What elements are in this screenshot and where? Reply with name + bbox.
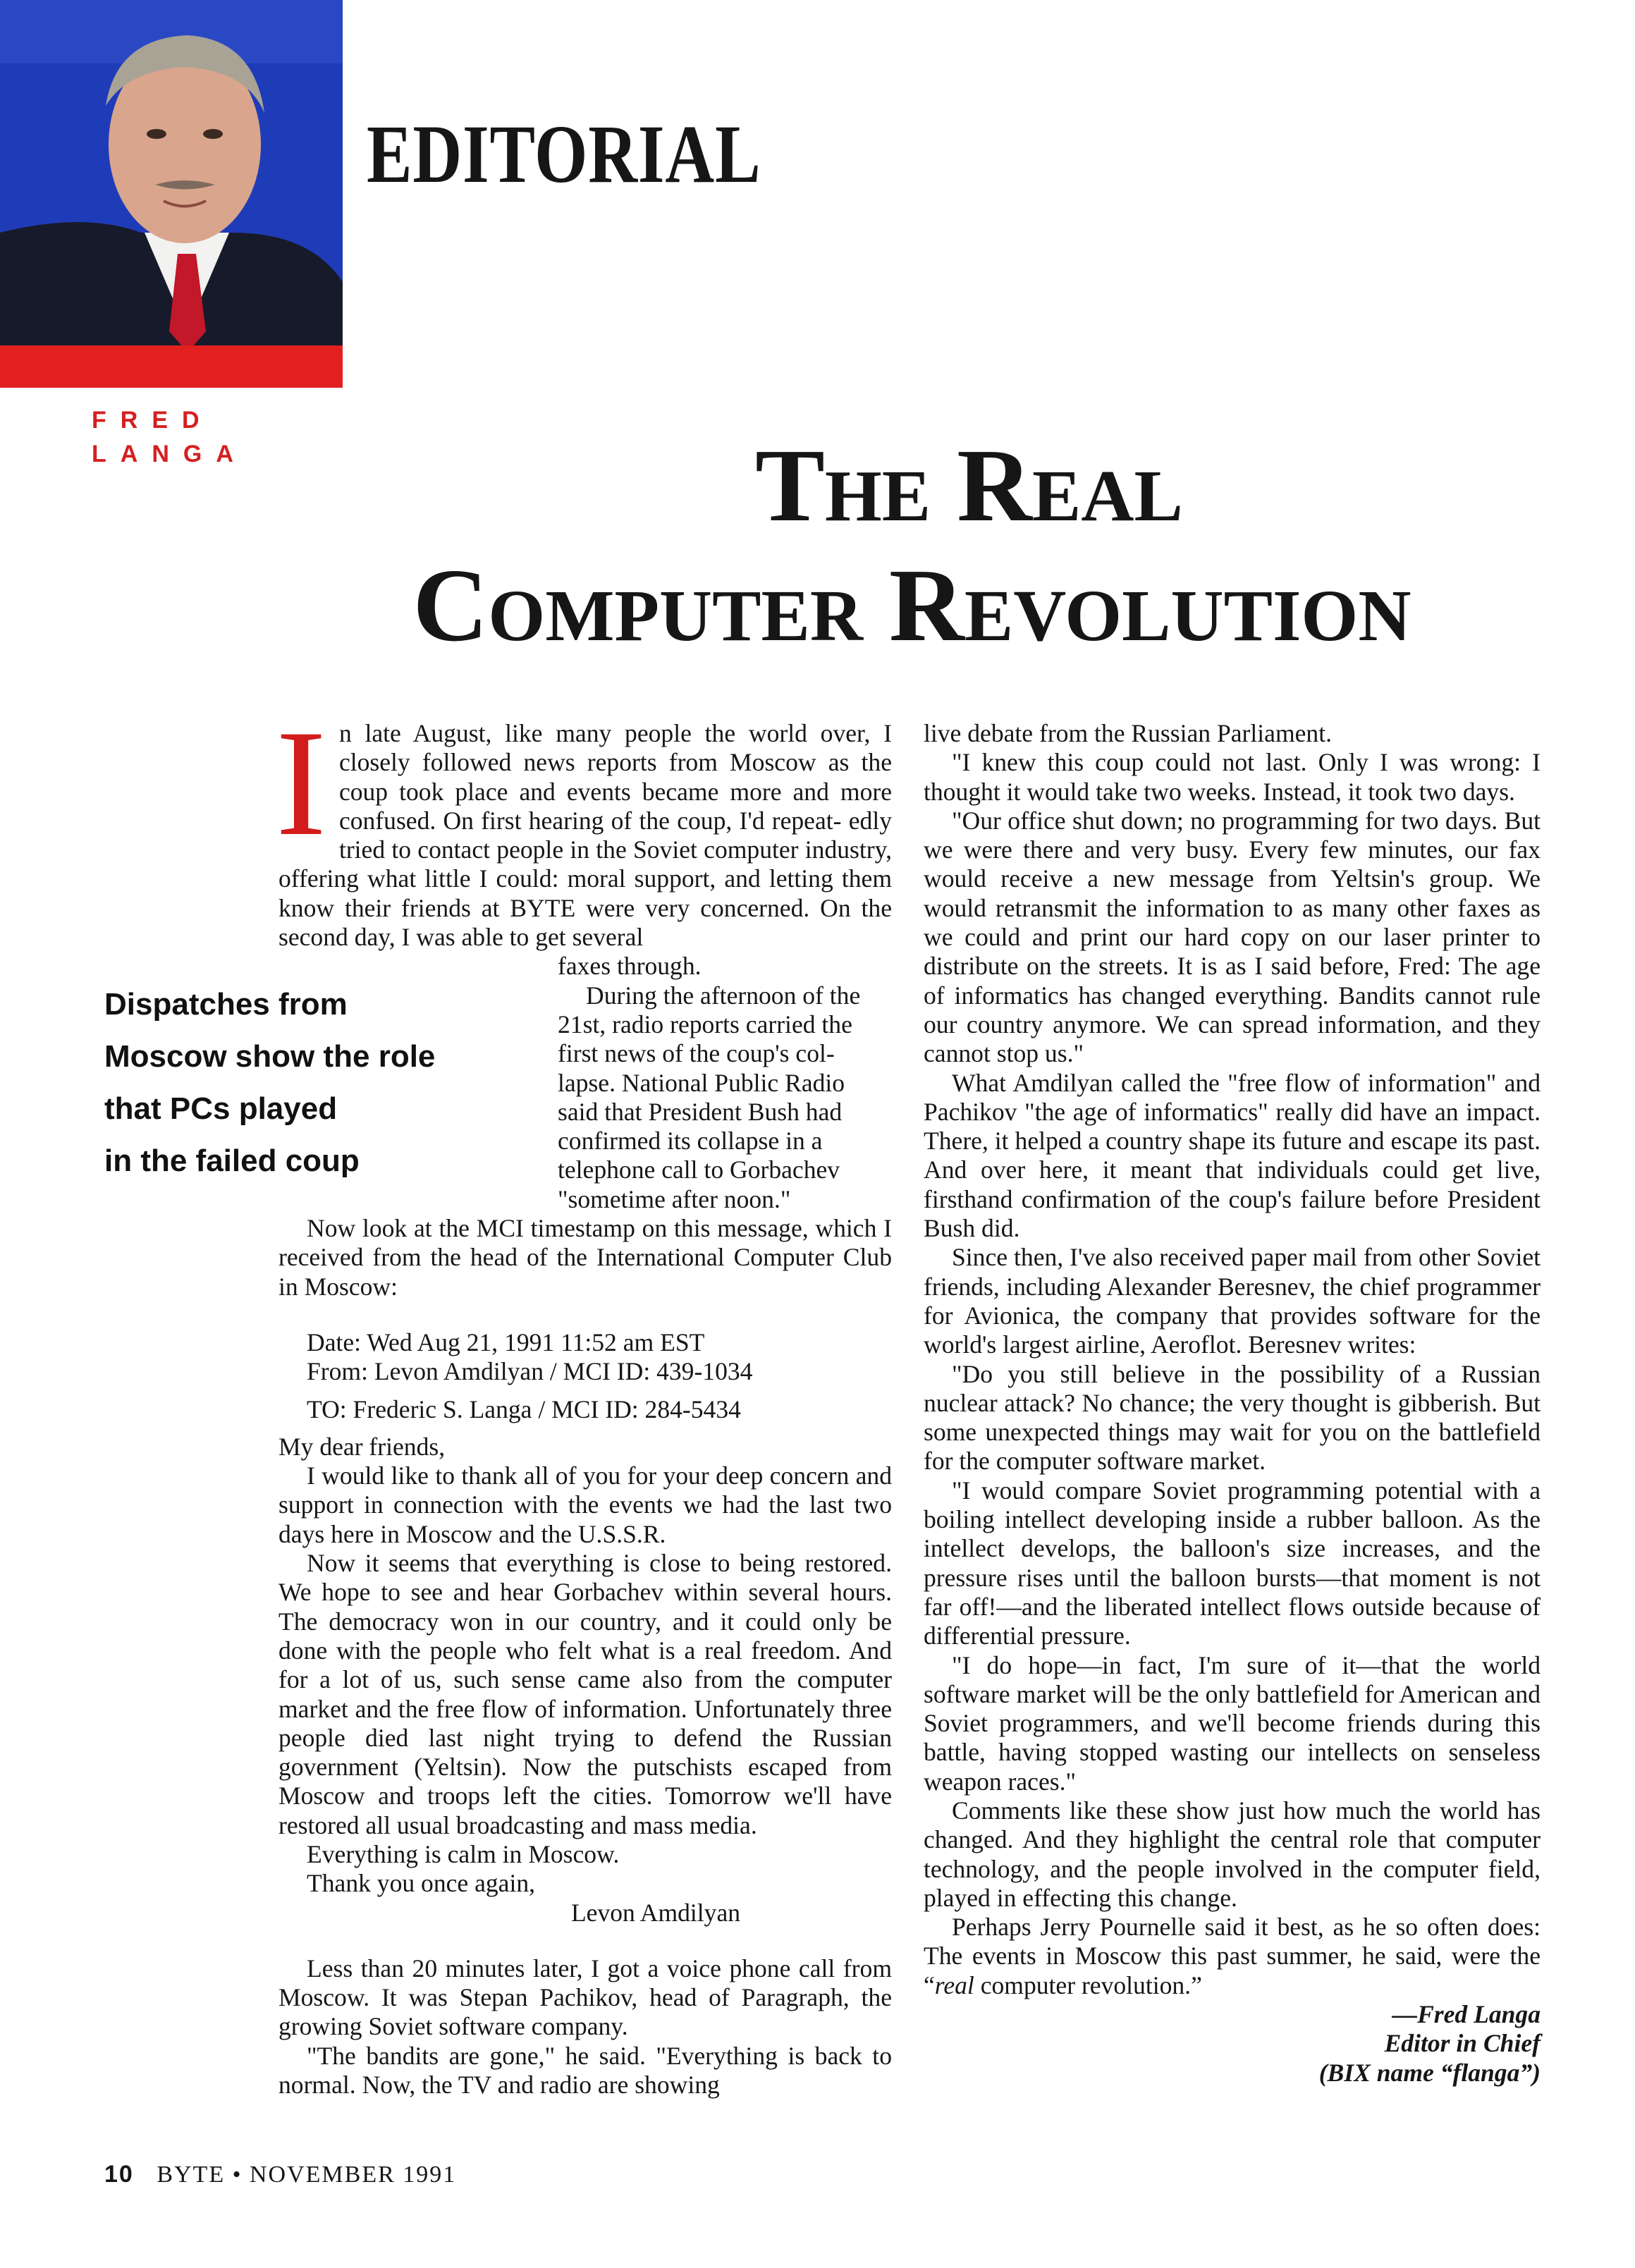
body-paragraph: "I knew this coup could not last. Only I was wrong: I thought it would take two weeks. Instead, it took two days. <box>924 748 1541 806</box>
drop-cap: I <box>276 699 326 867</box>
letter-paragraph: I would like to thank all of you for your deep concern and support in connection with the events we had the last two days here in Moscow and the U.S.S.R. <box>278 1461 892 1548</box>
intro-line: edly tried to contact people in the Soviet computer <box>338 806 892 864</box>
letter-paragraph: Everything is calm in Moscow. <box>307 1839 620 1868</box>
left-column <box>276 699 892 2100</box>
wrap-line: "sometime after noon." <box>558 1184 791 1213</box>
memo-from: From: Levon Amdilyan / MCI ID: 439-1034 <box>307 1357 753 1386</box>
deck-line: in the failed coup <box>104 1144 360 1178</box>
body-paragraph: Less than 20 minutes later, I got a voice phone call from Moscow. It was Stepan Pachikov, head of Paragraph, the growing Soviet software company. <box>278 1954 892 2041</box>
body-paragraph: "I would compare Soviet programming potential with a boiling intellect developing inside a rubber balloon. As the intellect develops, the balloon's size increases, and the pressure rises until the balloon bursts—that moment is not far off!—and the liberated intellect flows outside because of differential pressure. <box>924 1476 1541 1650</box>
closing-paragraph <box>924 1913 1541 2000</box>
wrap-line: first news of the coup's col- <box>558 1039 835 1068</box>
letter-greeting: My dear friends, <box>278 1432 446 1461</box>
section-title: EDITORIAL <box>367 108 761 200</box>
signoff-name: —Fred Langa <box>1392 2000 1541 2029</box>
deck-line: Moscow show the role <box>104 1039 436 1074</box>
body-paragraph: What Amdilyan called the "free flow of information" and Pachikov "the age of informatics" really did have an impact. There, it helped a country shape its future and escape its past. And over here, it meant that individuals could get live, firsthand confirmation of the coup's failure before President Bush did. <box>924 1068 1541 1243</box>
wrap-line: lapse. National Public Radio <box>558 1068 845 1097</box>
closing-emphasis: real <box>934 1970 974 1999</box>
closing-text-b: computer revolution.” <box>974 1970 1202 1999</box>
right-column <box>924 719 1541 2088</box>
body-paragraph: "Our office shut down; no programming for two days. But we were there and very busy. Every few minutes, our fax would receive a new message from Yeltsin's group. We would retransmit the information to as many other faxes as we could and print our hard copy on our laser printer to distribute on the streets. It is as I said before, Fred: The age of informatics has changed everything. Bandits cannot rule our country anymore. We can spread information, and they cannot stop us." <box>924 806 1541 1068</box>
body-paragraph: Comments like these show just how much the world has changed. And they highlight the central role that computer technology, and the people involved in the computer field, played in effecting this change. <box>924 1796 1541 1912</box>
author-photo <box>0 0 343 388</box>
wrap-line: faxes through. <box>558 952 702 981</box>
signoff-bix: (BIX name “flanga”) <box>1318 2058 1541 2087</box>
intro-line: coup took place and events became more and more <box>338 777 892 806</box>
body-paragraph: Since then, I've also received paper mail from other Soviet friends, including Alexander Beresnev, the chief programmer for Avionica, the company that provides software for the world's largest airline, Aeroflot. Beresnev writes: <box>924 1243 1541 1359</box>
signoff <box>924 2000 1541 2088</box>
memo-date: Date: Wed Aug 21, 1991 11:52 am EST <box>307 1328 705 1356</box>
intro-line: n late August, like many people the world over, I <box>338 719 892 747</box>
intro-paragraph <box>276 699 892 952</box>
deck-line: Dispatches from <box>104 987 348 1022</box>
body-paragraph: "I do hope—in fact, I'm sure of it—that the world software market will be the only battlefield for American and Soviet programmers, and we'll become friends during this battle, having stopped wasting our intellects on senseless weapon races." <box>924 1650 1541 1796</box>
body-paragraph: "Do you still believe in the possibility of a Russian nuclear attack? No chance; the very thought is gibberish. But some unexpected things may wait for you on the battlefield for the computer software market. <box>924 1359 1541 1476</box>
page-footer <box>104 2161 456 2188</box>
magazine-issue: BYTE • NOVEMBER 1991 <box>157 2162 457 2188</box>
wrap-line: During the afternoon of the <box>586 981 861 1010</box>
wrap-line: said that President Bush had <box>558 1097 843 1126</box>
wrapped-paragraph <box>558 952 892 1214</box>
letter-signature: Levon Amdilyan <box>570 1898 741 1927</box>
deck-line: that PCs played <box>104 1091 338 1126</box>
headline <box>0 428 1635 663</box>
intro-rest: industry, offering what little I could: moral support, and letting them know their friends at BYTE were very concerned. On the second day, I was able to get several <box>278 835 892 952</box>
author-last-name: LANGA <box>92 441 247 467</box>
body-paragraph: "The bandits are gone," he said. "Everything is back to normal. Now, the TV and radio are showing <box>278 2041 892 2100</box>
letter-paragraph: Thank you once again, <box>307 1869 536 1898</box>
wrap-line: telephone call to Gorbachev <box>558 1156 840 1184</box>
intro-line: closely followed news reports from Moscow as the <box>338 748 892 777</box>
body-paragraph: Now look at the MCI timestamp on this message, which I received from the head of the International Computer Club in Moscow: <box>278 1214 892 1301</box>
closing-text-a: Perhaps Jerry Pournelle said it best, as he so often does: The events in Moscow this past summer, he said, were the “ <box>924 1913 1541 1999</box>
memo-to: TO: Frederic S. Langa / MCI ID: 284-5434 <box>307 1394 741 1423</box>
signoff-title: Editor in Chief <box>1384 2029 1541 2058</box>
intro-line: confused. On first hearing of the coup, I'd repeat- <box>338 806 842 835</box>
headline-line-1: The Real <box>755 428 1183 544</box>
body-paragraph: live debate from the Russian Parliament. <box>924 719 1332 747</box>
author-first-name: FRED <box>92 407 214 434</box>
letter-paragraph: Now it seems that everything is close to being restored. We hope to see and hear Gorbachev within several hours. The democracy won in our country, and it could only be done with the people who felt what is a real freedom. And for a lot of us, such sense came also from the computer market and the free flow of information. Unfortunately three people died last night trying to defend the Russian government (Yeltsin). Now the putschists escaped from Moscow and troops left the cities. Tomorrow we'll have restored all usual broadcasting and mass media. <box>278 1549 892 1839</box>
wrap-line: confirmed its collapse in a <box>558 1127 823 1156</box>
page-number: 10 <box>104 2161 134 2188</box>
wrap-line: 21st, radio reports carried the <box>558 1010 852 1038</box>
headline-line-2: Computer Revolution <box>412 548 1412 663</box>
